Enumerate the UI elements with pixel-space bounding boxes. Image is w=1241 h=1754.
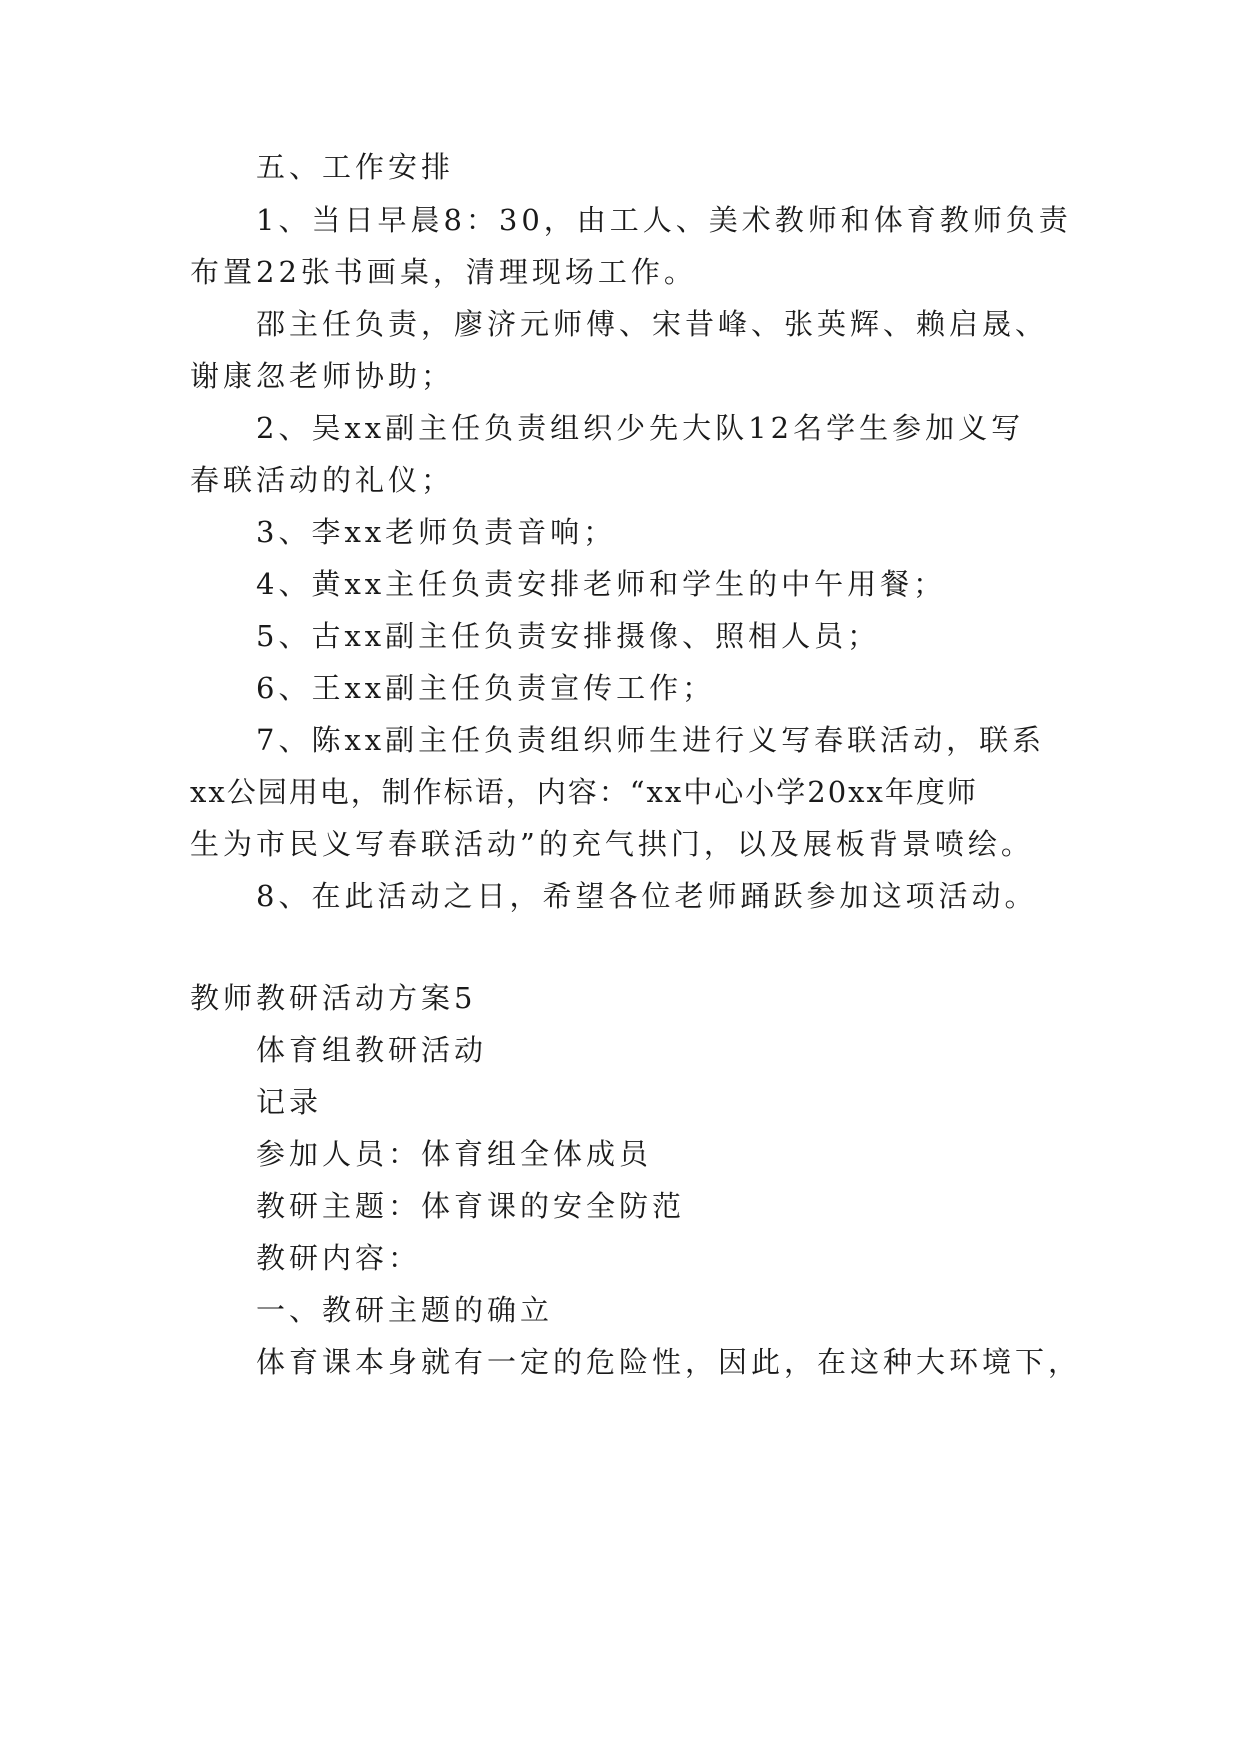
item-1-line-1: 1、当日早晨8：30，由工人、美术教师和体育教师负责 (256, 203, 1072, 237)
theme-line: 教研主题：体育课的安全防范 (256, 1189, 686, 1223)
item-7-line-3: 生为市民义写春联活动”的充气拱门，以及展板背景喷绘。 (190, 827, 1034, 861)
item-5: 5、古xx副主任负责安排摄像、照相人员； (256, 619, 881, 653)
record-label: 记录 (256, 1085, 323, 1119)
item-7-line-2: xx公园用电，制作标语，内容：“xx中心小学20xx年度师 (190, 775, 978, 809)
plan-title: 教师教研活动方案5 (190, 981, 477, 1015)
note-line-1: 邵主任负责，廖济元师傅、宋昔峰、张英辉、赖启晟、 (256, 307, 1049, 341)
paragraph-line-1: 体育课本身就有一定的危险性，因此，在这种大环境下， (256, 1345, 1082, 1379)
item-2-line-1: 2、吴xx副主任负责组织少先大队12名学生参加义写 (256, 411, 1025, 445)
item-2-line-2: 春联活动的礼仪； (190, 463, 455, 497)
item-8: 8、在此活动之日，希望各位老师踊跃参加这项活动。 (256, 879, 1038, 913)
content-label: 教研内容： (256, 1241, 422, 1275)
item-6: 6、王xx副主任负责宣传工作； (256, 671, 716, 705)
part-one-heading: 一、教研主题的确立 (256, 1293, 554, 1327)
participants-line: 参加人员：体育组全体成员 (256, 1137, 653, 1171)
note-line-2: 谢康忽老师协助； (190, 359, 455, 393)
section-heading: 五、工作安排 (256, 150, 455, 184)
item-1-line-2: 布置22张书画桌，清理现场工作。 (190, 255, 697, 289)
item-4: 4、黄xx主任负责安排老师和学生的中午用餐； (256, 567, 947, 601)
item-7-line-1: 7、陈xx副主任负责组织师生进行义写春联活动，联系 (256, 723, 1046, 757)
item-3: 3、李xx老师负责音响； (256, 515, 617, 549)
plan-subtitle: 体育组教研活动 (256, 1033, 488, 1067)
